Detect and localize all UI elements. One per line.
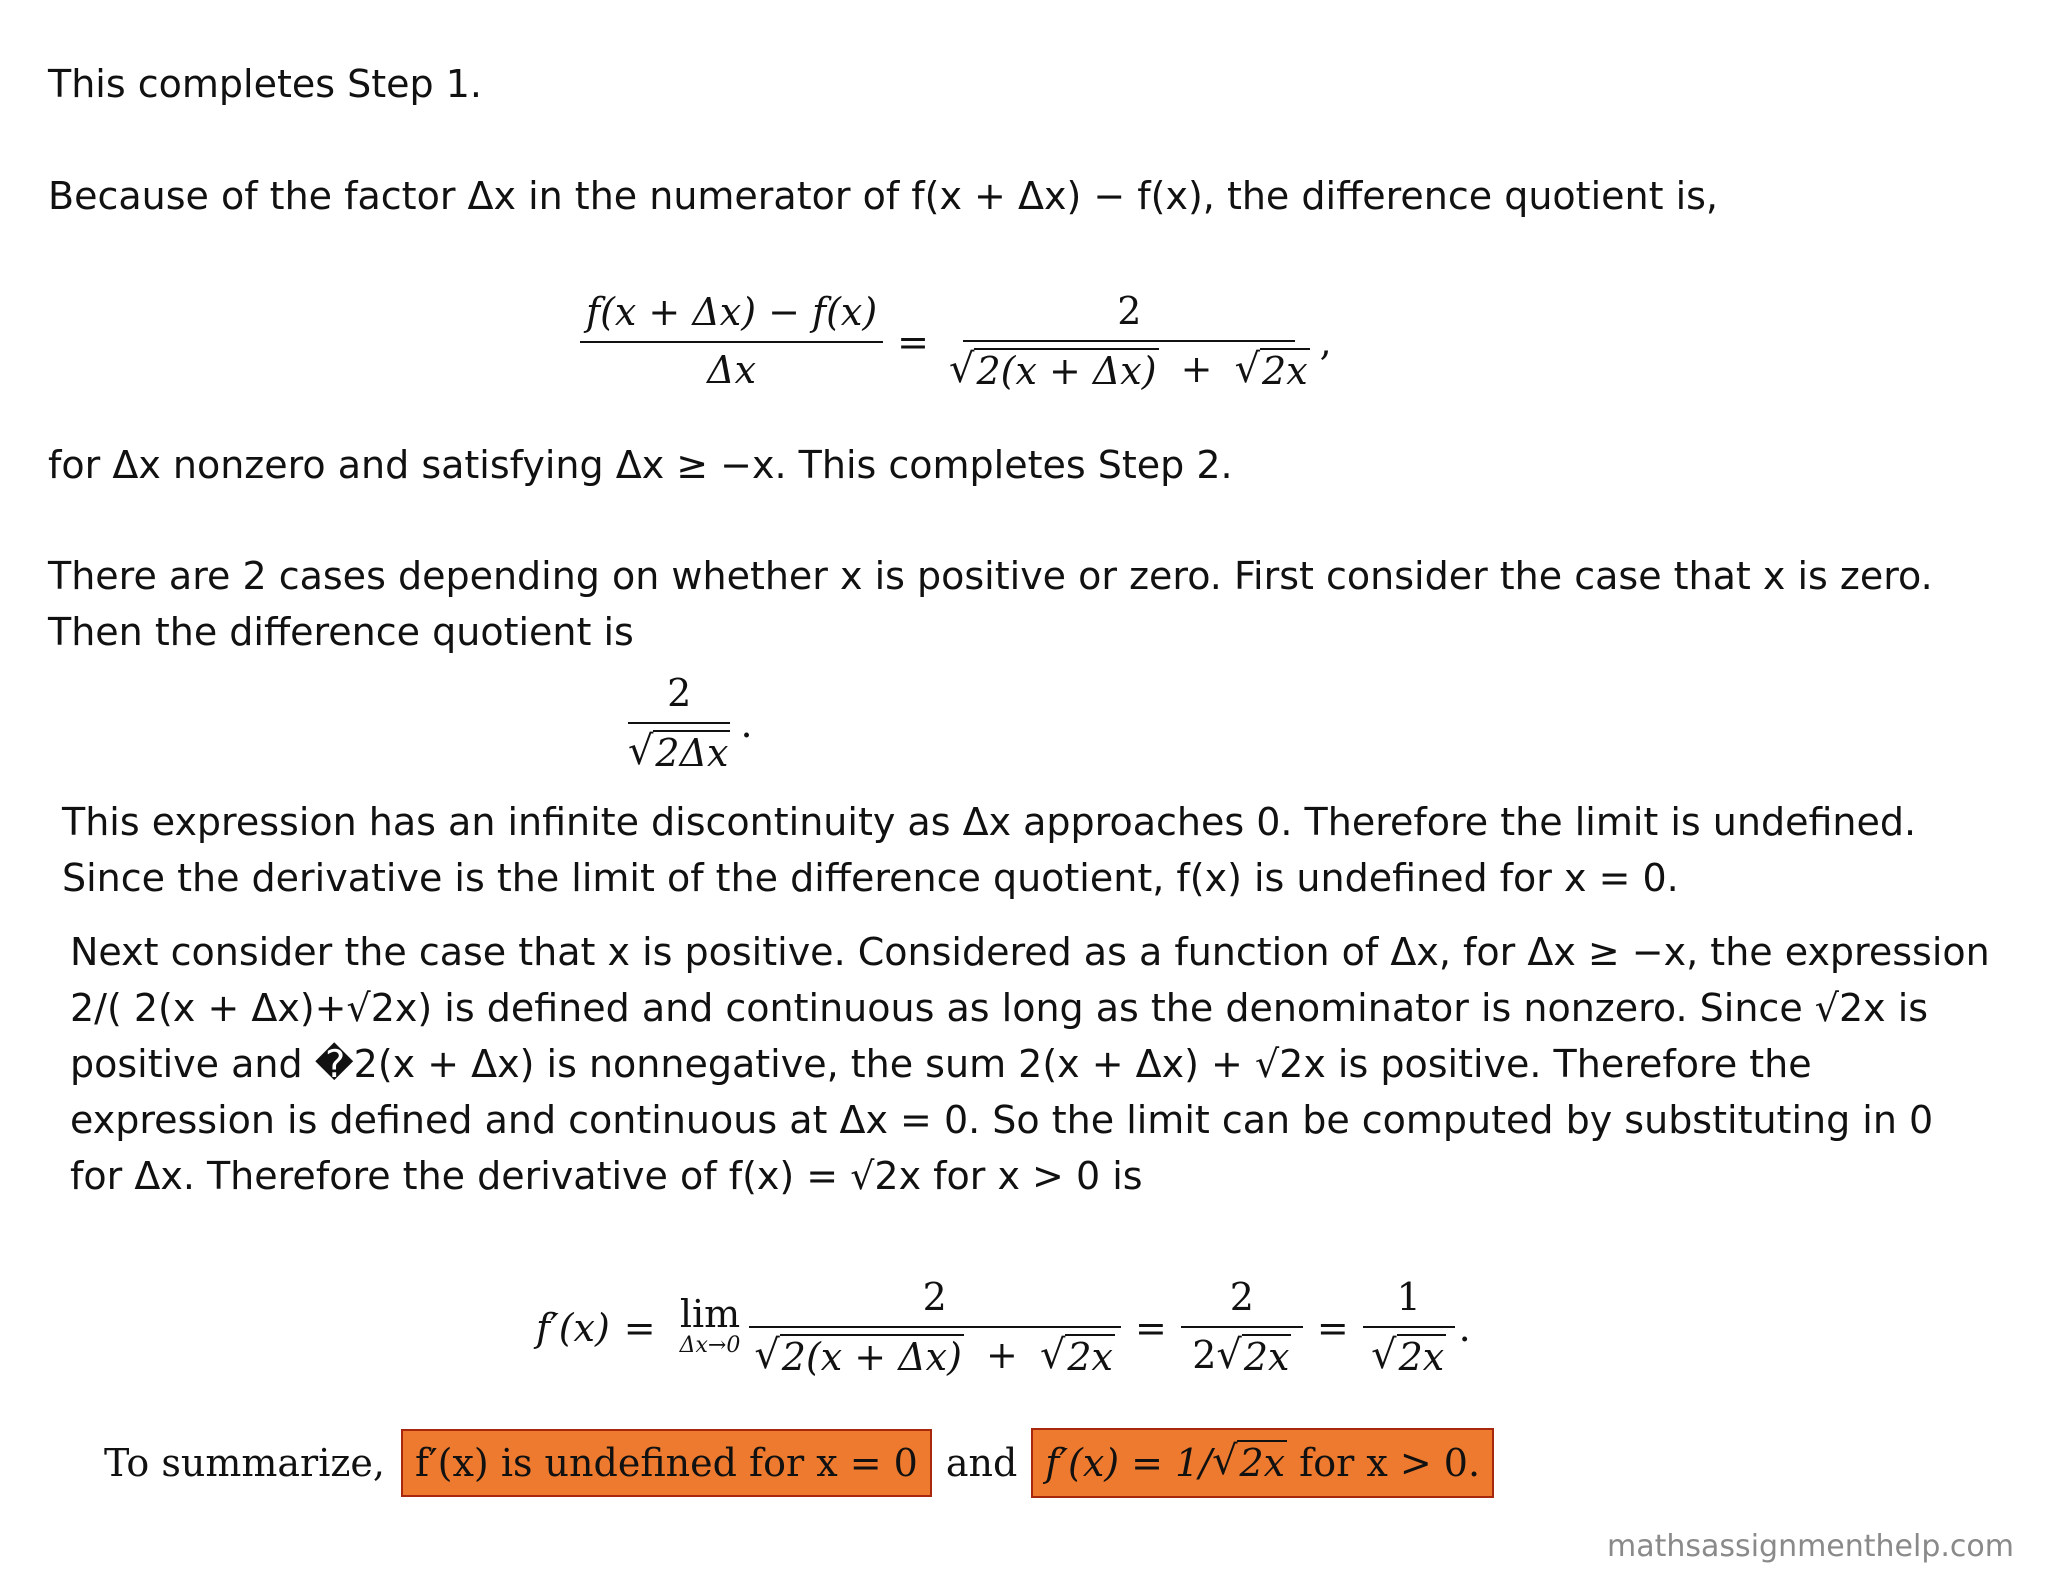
fraction-limit (748, 1276, 1121, 1379)
sqrt-radicand: 2x (1067, 1334, 1113, 1379)
text-step1-complete: This completes Step 1. (48, 62, 482, 106)
summary-line (104, 1428, 1494, 1498)
fraction-rhs-numerator: 2 (963, 290, 1295, 342)
highlight-box-derivative (1031, 1428, 1494, 1498)
fraction-numerator: 2 (628, 672, 730, 724)
sqrt-radicand: 2x (1398, 1334, 1445, 1379)
sqrt-term: √ 2x (1234, 345, 1308, 393)
sqrt-term: √ 2(x + Δx) (754, 1331, 962, 1379)
fraction-lhs-denominator: Δx (707, 347, 757, 392)
sqrt-term: √ 2x (1039, 1331, 1113, 1379)
sqrt-radicand: 2(x + Δx) (781, 1334, 962, 1379)
coefficient: 2 (1192, 1332, 1217, 1377)
sqrt-radicand: 2x (1239, 1441, 1286, 1485)
fraction-lhs (580, 291, 883, 392)
fraction-rhs-denominator (943, 342, 1316, 394)
sqrt-term: √ 2Δx (628, 727, 729, 775)
plus-sign: + (1180, 346, 1213, 391)
fraction-numerator: 2 (749, 1276, 1121, 1328)
highlight-box-derivative-suffix: for x > 0. (1287, 1440, 1481, 1485)
fraction-numerator: 2 (1181, 1276, 1303, 1328)
limit-subscript: Δx→0 (679, 1333, 741, 1359)
fraction-denominator (1365, 1328, 1452, 1380)
fraction (622, 672, 736, 775)
sqrt-radicand: 2x (1243, 1334, 1290, 1379)
sqrt-term: √ 2(x + Δx) (949, 345, 1157, 393)
fraction-denominator (1186, 1328, 1297, 1380)
fraction-denominator (622, 724, 736, 776)
highlight-box-derivative-prefix: f′(x) = 1/ (1045, 1440, 1213, 1485)
text-discontinuity-line2: Since the derivative is the limit of the difference quotient, f(x) is undefined for x = 0. (62, 856, 1679, 900)
text-cases-line2: Then the difference quotient is (48, 610, 634, 654)
sqrt-radicand: 2Δx (655, 730, 729, 775)
text-positive-case-line4: expression is defined and continuous at Δx = 0. So the limit can be computed by substituting in 0 (70, 1098, 1934, 1142)
footer-site-name: mathsassignmenthelp.com (1607, 1529, 2014, 1564)
derivative-lhs: f′(x) (536, 1305, 610, 1350)
equals-sign: = (623, 1305, 656, 1350)
equals-sign: = (1316, 1305, 1349, 1350)
fraction-denominator (748, 1328, 1121, 1380)
text-positive-case-line2: 2/( 2(x + Δx)+√2x) is defined and continuous as long as the denominator is nonzero. Since √2x is (70, 986, 1929, 1030)
equals-sign: = (1134, 1305, 1167, 1350)
fraction-numerator: 1 (1363, 1276, 1455, 1328)
text-difference-quotient-intro: Because of the factor Δx in the numerator of f(x + Δx) − f(x), the difference quotient is, (48, 174, 1719, 218)
summary-lead: To summarize, (104, 1440, 385, 1485)
highlight-box-undefined (401, 1429, 932, 1497)
fraction-lhs-numerator: f(x + Δx) − f(x) (580, 291, 883, 343)
fraction-simplified (1181, 1276, 1303, 1379)
text-positive-case-line5: for Δx. Therefore the derivative of f(x) = √2x for x > 0 is (70, 1154, 1143, 1198)
sqrt-term: √ 2x (1216, 1331, 1290, 1379)
fraction-final (1363, 1276, 1455, 1379)
text-cases-line1: There are 2 cases depending on whether x is positive or zero. First consider the case that x is zero. (48, 554, 1933, 598)
sqrt-term: √ 2x (1212, 1438, 1286, 1485)
sqrt-term: √ 2x (1371, 1331, 1445, 1379)
text-step2-complete: for Δx nonzero and satisfying Δx ≥ −x. This completes Step 2. (48, 443, 1233, 487)
equation-quotient-zero (622, 672, 753, 775)
equals-sign: = (897, 319, 930, 364)
sqrt-radicand: 2x (1262, 348, 1308, 393)
limit-word: lim (679, 1292, 741, 1337)
text-positive-case-line3: positive and �2(x + Δx) is nonnegative, the sum 2(x + Δx) + √2x is positive. Therefore the (70, 1042, 1812, 1086)
trailing-period: . (1458, 1305, 1471, 1350)
fraction-rhs (943, 290, 1316, 393)
limit-operator (679, 1292, 741, 1359)
equation-derivative (536, 1276, 1471, 1379)
equation-difference-quotient (580, 290, 1332, 393)
text-positive-case-line1: Next consider the case that x is positive. Considered as a function of Δx, for Δx ≥ −x, the expression (70, 930, 1990, 974)
plus-sign: + (986, 1332, 1018, 1377)
trailing-period: . (740, 701, 753, 746)
sqrt-radicand: 2(x + Δx) (976, 348, 1157, 393)
trailing-comma: , (1319, 319, 1332, 364)
summary-and: and (945, 1440, 1018, 1485)
highlight-box-undefined-text: f′(x) is undefined for x = 0 (414, 1440, 918, 1485)
text-discontinuity-line1: This expression has an infinite discontinuity as Δx approaches 0. Therefore the limit is undefined. (62, 800, 1917, 844)
